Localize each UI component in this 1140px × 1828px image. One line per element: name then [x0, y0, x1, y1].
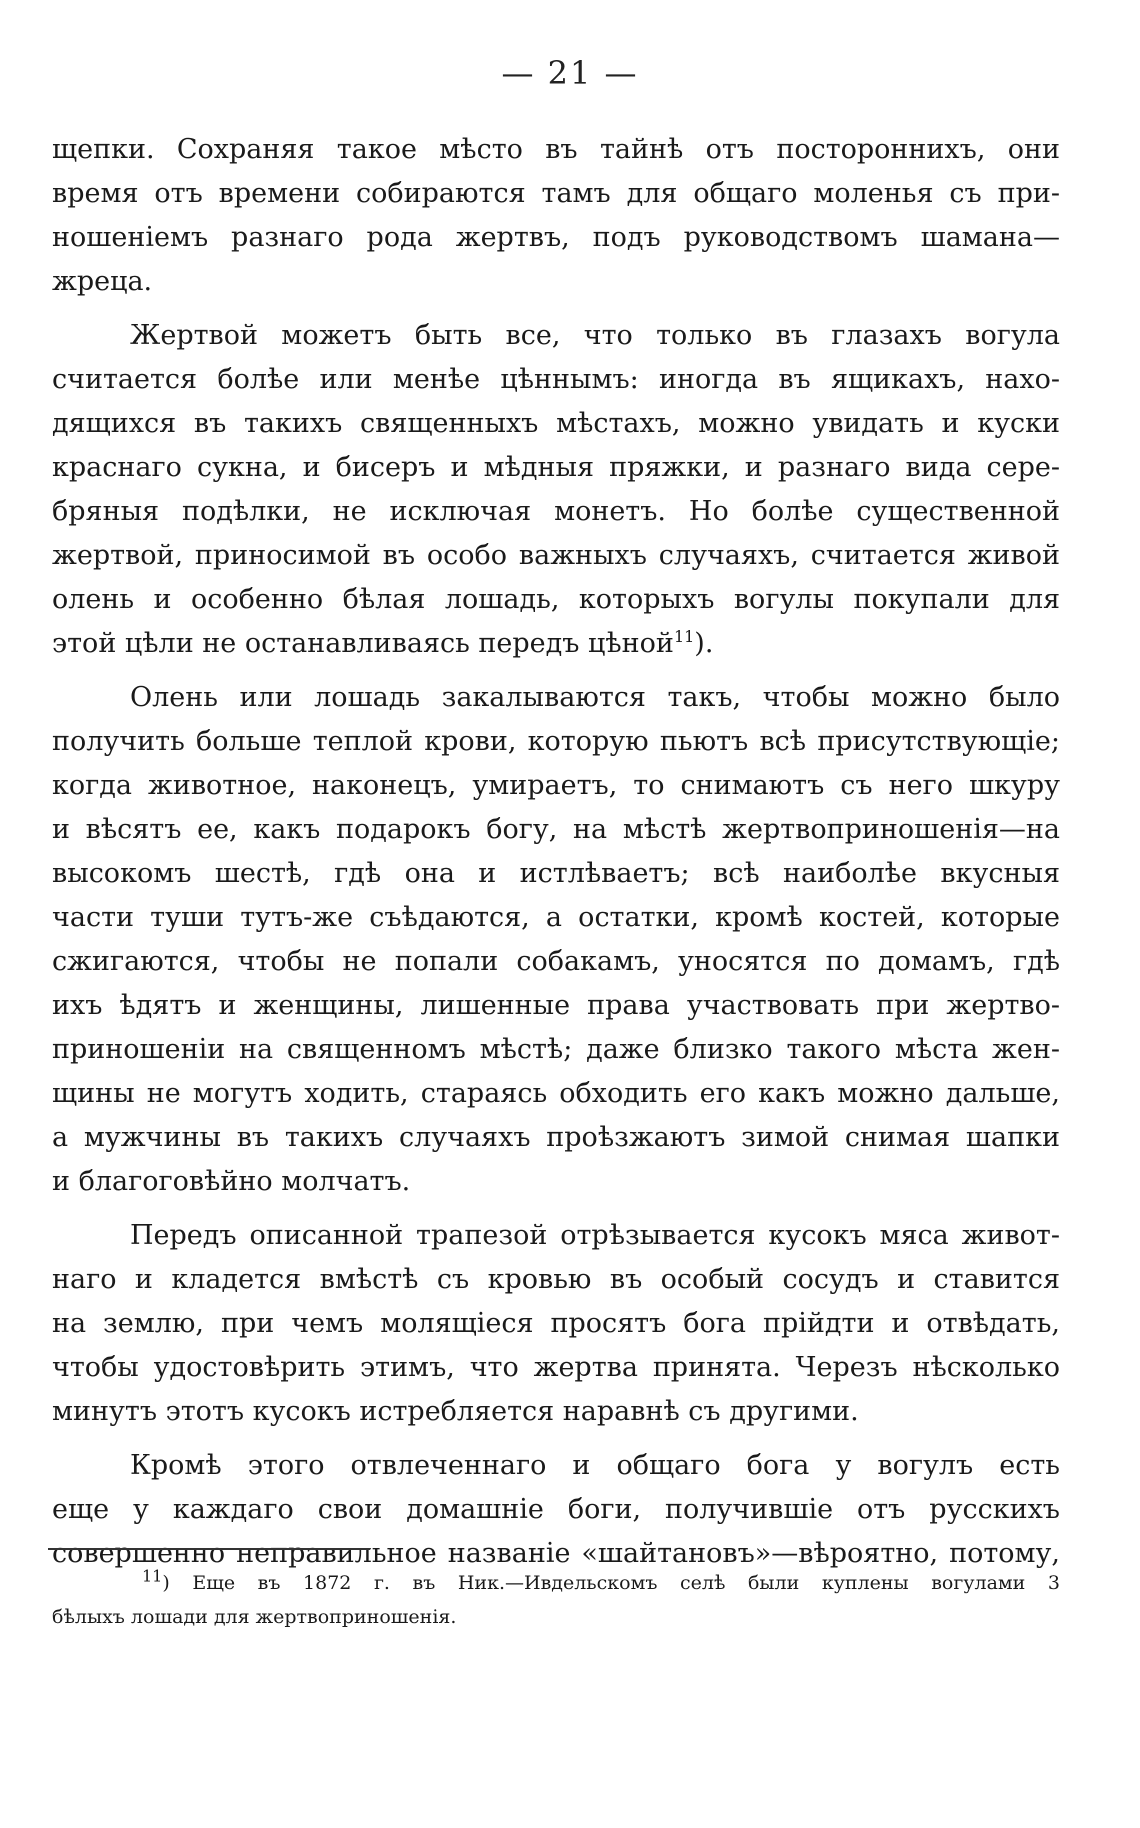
- text-line: и вѣсятъ ее, какъ подарокъ богу, на мѣстѣ жертвоприношенія—на: [52, 814, 1060, 845]
- footnote-text: ) Еще въ 1872 г. въ Ник.—Ивдельскомъ селѣ были куплены вогулами 3: [162, 1572, 1060, 1594]
- text-line: ношеніемъ разнаго рода жертвъ, подъ руководствомъ шамана—: [52, 222, 1060, 253]
- body-text: [52, 128, 1060, 1576]
- text-line: совершенно неправильное названіе «шайтановъ»—вѣроятно, потому,: [52, 1538, 1060, 1569]
- paragraph: [52, 1444, 1060, 1576]
- footnote-reference[interactable]: 11: [673, 627, 695, 646]
- text-line: щепки. Сохраняя такое мѣсто въ тайнѣ отъ постороннихъ, они: [52, 134, 1060, 165]
- paragraph: [52, 676, 1060, 1204]
- text-line: получить больше теплой крови, которую пьютъ всѣ присутствующіе;: [52, 726, 1060, 757]
- text-line: олень и особенно бѣлая лошадь, которыхъ вогулы покупали для: [52, 584, 1060, 615]
- footnote-line: бѣлыхъ лошади для жертвоприношенія.: [52, 1606, 457, 1628]
- text-line: еще у каждаго свои домашніе боги, получившіе отъ русскихъ: [52, 1494, 1060, 1525]
- text-line: когда животное, наконецъ, умираетъ, то снимаютъ съ него шкуру: [52, 770, 1060, 801]
- paragraph: [52, 1214, 1060, 1434]
- text-line: Жертвой можетъ быть все, что только въ глазахъ вогула: [130, 320, 1060, 351]
- text-line: чтобы удостовѣрить этимъ, что жертва принята. Черезъ нѣсколько: [52, 1352, 1060, 1383]
- footnote-line: [52, 1566, 1060, 1600]
- text-line: приношеніи на священномъ мѣстѣ; даже близко такого мѣста жен-: [52, 1034, 1060, 1065]
- paragraph: [52, 314, 1060, 666]
- text-line: бряныя подѣлки, не исключая монетъ. Но болѣе существенной: [52, 496, 1060, 527]
- text-line: щины не могутъ ходить, стараясь обходить его какъ можно дальше,: [52, 1078, 1060, 1109]
- text-line: сжигаются, чтобы не попали собакамъ, уносятся по домамъ, гдѣ: [52, 946, 1060, 977]
- text-line-content: этой цѣли не останавливаясь передъ цѣной: [52, 628, 674, 659]
- footnote: [52, 1566, 1060, 1634]
- page-number: — 21 —: [501, 54, 639, 92]
- text-line: и благоговѣйно молчатъ.: [52, 1166, 411, 1197]
- text-line: жертвой, приносимой въ особо важныхъ случаяхъ, считается живой: [52, 540, 1060, 571]
- text-line: [52, 622, 1060, 666]
- text-line: Олень или лошадь закалываются такъ, чтобы можно было: [130, 682, 1060, 713]
- text-line: части туши тутъ-же съѣдаются, а остатки, кромѣ костей, которые: [52, 902, 1060, 933]
- text-line-tail: ).: [694, 628, 714, 659]
- text-line: жреца.: [52, 266, 153, 297]
- footnote-marker: 11: [142, 1566, 163, 1586]
- text-line: краснаго сукна, и бисеръ и мѣдныя пряжки, и разнаго вида сере-: [52, 452, 1060, 483]
- text-line: Кромѣ этого отвлеченнаго и общаго бога у вогулъ есть: [130, 1450, 1060, 1481]
- text-line: а мужчины въ такихъ случаяхъ проѣзжаютъ зимой снимая шапки: [52, 1122, 1060, 1153]
- paragraph: [52, 128, 1060, 304]
- text-line: Передъ описанной трапезой отрѣзывается кусокъ мяса живот-: [130, 1220, 1060, 1251]
- text-line: считается болѣе или менѣе цѣннымъ: иногда въ ящикахъ, нахо-: [52, 364, 1060, 395]
- text-line: время отъ времени собираются тамъ для общаго моленья съ при-: [52, 178, 1060, 209]
- text-line: на землю, при чемъ молящіеся просятъ бога прійдти и отвѣдать,: [52, 1308, 1060, 1339]
- footnote-divider: [48, 1548, 370, 1550]
- text-line: ихъ ѣдятъ и женщины, лишенные права участвовать при жертво-: [52, 990, 1060, 1021]
- text-line: наго и кладется вмѣстѣ съ кровью въ особый сосудъ и ставится: [52, 1264, 1060, 1295]
- text-line: минутъ этотъ кусокъ истребляется наравнѣ съ другими.: [52, 1396, 859, 1427]
- text-line: высокомъ шестѣ, гдѣ она и истлѣваетъ; всѣ наиболѣе вкусныя: [52, 858, 1060, 889]
- text-line: дящихся въ такихъ священныхъ мѣстахъ, можно увидать и куски: [52, 408, 1060, 439]
